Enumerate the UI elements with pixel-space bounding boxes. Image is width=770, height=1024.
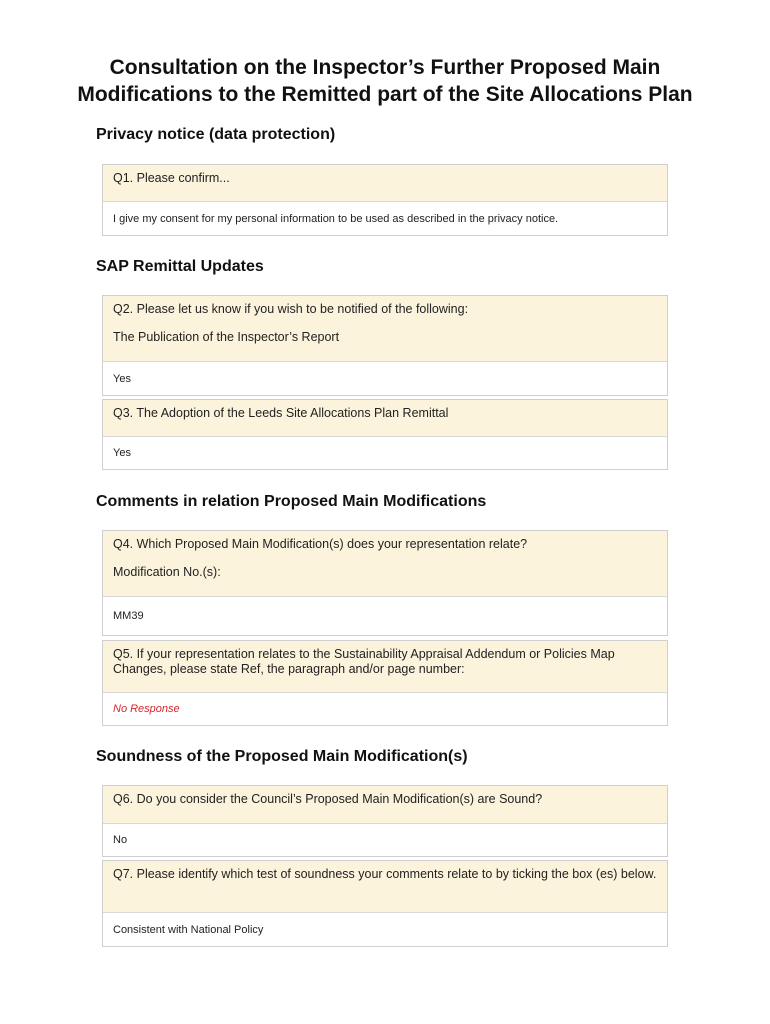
answer-text: MM39 <box>113 610 144 622</box>
question-header <box>103 641 667 693</box>
title-line-2: Modifications to the Remitted part of the Site Allocations Plan <box>77 83 693 106</box>
question-card-q4 <box>102 530 668 636</box>
answer-text: Yes <box>113 372 131 385</box>
question-text: Q5. If your representation relates to the Sustainability Appraisal Addendum or Policies Map Changes, please state Ref, the paragraph and/or page number: <box>113 647 615 676</box>
question-text: Q3. The Adoption of the Leeds Site Allocations Plan Remittal <box>113 406 449 420</box>
answer-text: Yes <box>113 447 131 459</box>
section-heading-sap-remittal: SAP Remittal Updates <box>96 258 264 275</box>
title-line-1: Consultation on the Inspector’s Further Proposed Main <box>109 56 661 79</box>
question-header <box>103 165 667 202</box>
answer-text: I give my consent for my personal information to be used as described in the privacy notice. <box>113 212 559 225</box>
section-heading-soundness: Soundness of the Proposed Main Modification(s) <box>96 748 468 765</box>
question-text: Q7. Please identify which test of soundness your comments relate to by ticking the box (es) below. <box>113 867 657 881</box>
question-text: Q4. Which Proposed Main Modification(s) does your representation relate? <box>113 537 528 551</box>
question-subtext: The Publication of the Inspector’s Report <box>113 330 340 344</box>
question-card-q2 <box>102 295 668 396</box>
question-card-q5 <box>102 640 668 726</box>
question-header <box>103 296 667 362</box>
question-text: Q1. Please confirm... <box>113 171 230 185</box>
question-subtext: Modification No.(s): <box>113 565 221 579</box>
question-text: Q2. Please let us know if you wish to be notified of the following: <box>113 302 469 316</box>
question-header <box>103 861 667 913</box>
question-card-q6 <box>102 785 668 857</box>
question-text: Q6. Do you consider the Council’s Proposed Main Modification(s) are Sound? <box>113 792 543 806</box>
page-title <box>20 54 750 108</box>
answer-text: Consistent with National Policy <box>113 923 264 936</box>
answer-text: No <box>113 834 128 846</box>
section-heading-privacy: Privacy notice (data protection) <box>96 126 336 143</box>
question-card-q7 <box>102 860 668 947</box>
question-header <box>103 786 667 824</box>
section-heading-comments: Comments in relation Proposed Main Modifications <box>96 493 487 510</box>
question-header <box>103 531 667 597</box>
no-response-text: No Response <box>113 703 180 715</box>
question-card-q1 <box>102 164 668 236</box>
question-card-q3 <box>102 399 668 470</box>
question-header <box>103 400 667 437</box>
